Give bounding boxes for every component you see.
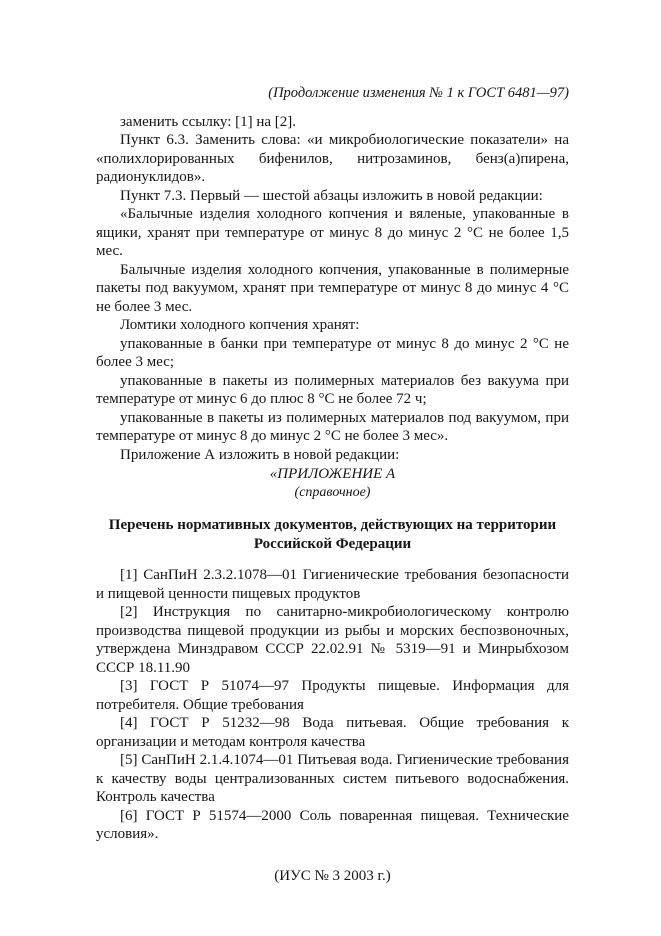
reference-item: [2] Инструкция по санитарно-микробиологическому контролю производства пищевой продукции из рыбы и морских беспозвоночных, утверждена Минздравом СССР 22.02.91 № 5319—91 и Минрыбхозом СССР 18.11.90 <box>96 604 569 676</box>
body-paragraph: Балычные изделия холодного копчения, упакованные в полимерные пакеты под вакуумом, хранят при температуре от минус 8 до минус 4 °С не более 3 мес. <box>96 261 569 315</box>
reference-item: [5] СанПиН 2.1.4.1074—01 Питьевая вода. Гигиенические требования к качеству воды централизованных систем питьевого водоснабжения. Контроль качества <box>96 752 569 805</box>
section-heading: Перечень нормативных документов, действующих на территории Российской Федерации <box>108 517 557 552</box>
body-paragraph: упакованные в пакеты из полимерных материалов без вакуума при температуре от минус 6 до плюс 8 °С не более 72 ч; <box>96 372 569 407</box>
body-paragraph: Пункт 7.3. Первый — шестой абзацы изложить в новой редакции: <box>120 187 543 204</box>
running-header: (Продолжение изменения № 1 к ГОСТ 6481—97) <box>268 85 569 101</box>
appendix-note: (справочное) <box>294 484 371 500</box>
body-paragraph: Пункт 6.3. Заменить слова: «и микробиологические показатели» на «полихлорированных бифенилов, нитрозаминов, бенз(а)пирена, радионуклидов». <box>96 132 569 185</box>
body-paragraph: заменить ссылку: [1] на [2]. <box>120 113 297 130</box>
body-paragraph: Ломтики холодного копчения хранят: <box>120 317 360 333</box>
reference-item: [6] ГОСТ Р 51574—2000 Соль поваренная пищевая. Технические условия». <box>96 807 569 842</box>
issue-note: (ИУС № 3 2003 г.) <box>274 867 391 884</box>
reference-item: [1] СанПиН 2.3.2.1078—01 Гигиенические требования безопасности и пищевой ценности пищевых продуктов <box>96 567 569 602</box>
appendix-label: «ПРИЛОЖЕНИЕ А <box>269 466 396 482</box>
body-paragraph: упакованные в банки при температуре от минус 8 до минус 2 °С не более 3 мес; <box>96 335 569 370</box>
body-paragraph: упакованные в пакеты из полимерных материалов под вакуумом, при температуре от минус 8 до минус 2 °С не более 3 мес». <box>96 409 569 444</box>
body-paragraph: Приложение А изложить в новой редакции: <box>120 446 400 463</box>
body-paragraph: «Балычные изделия холодного копчения и вяленые, упакованные в ящики, хранят при температуре от минус 8 до минус 2 °С не более 1,5 мес. <box>96 206 569 259</box>
reference-item: [3] ГОСТ Р 51074—97 Продукты пищевые. Информация для потребителя. Общие требования <box>96 678 569 713</box>
reference-item: [4] ГОСТ Р 51232—98 Вода питьевая. Общие требования к организации и методам контроля качества <box>96 715 569 750</box>
